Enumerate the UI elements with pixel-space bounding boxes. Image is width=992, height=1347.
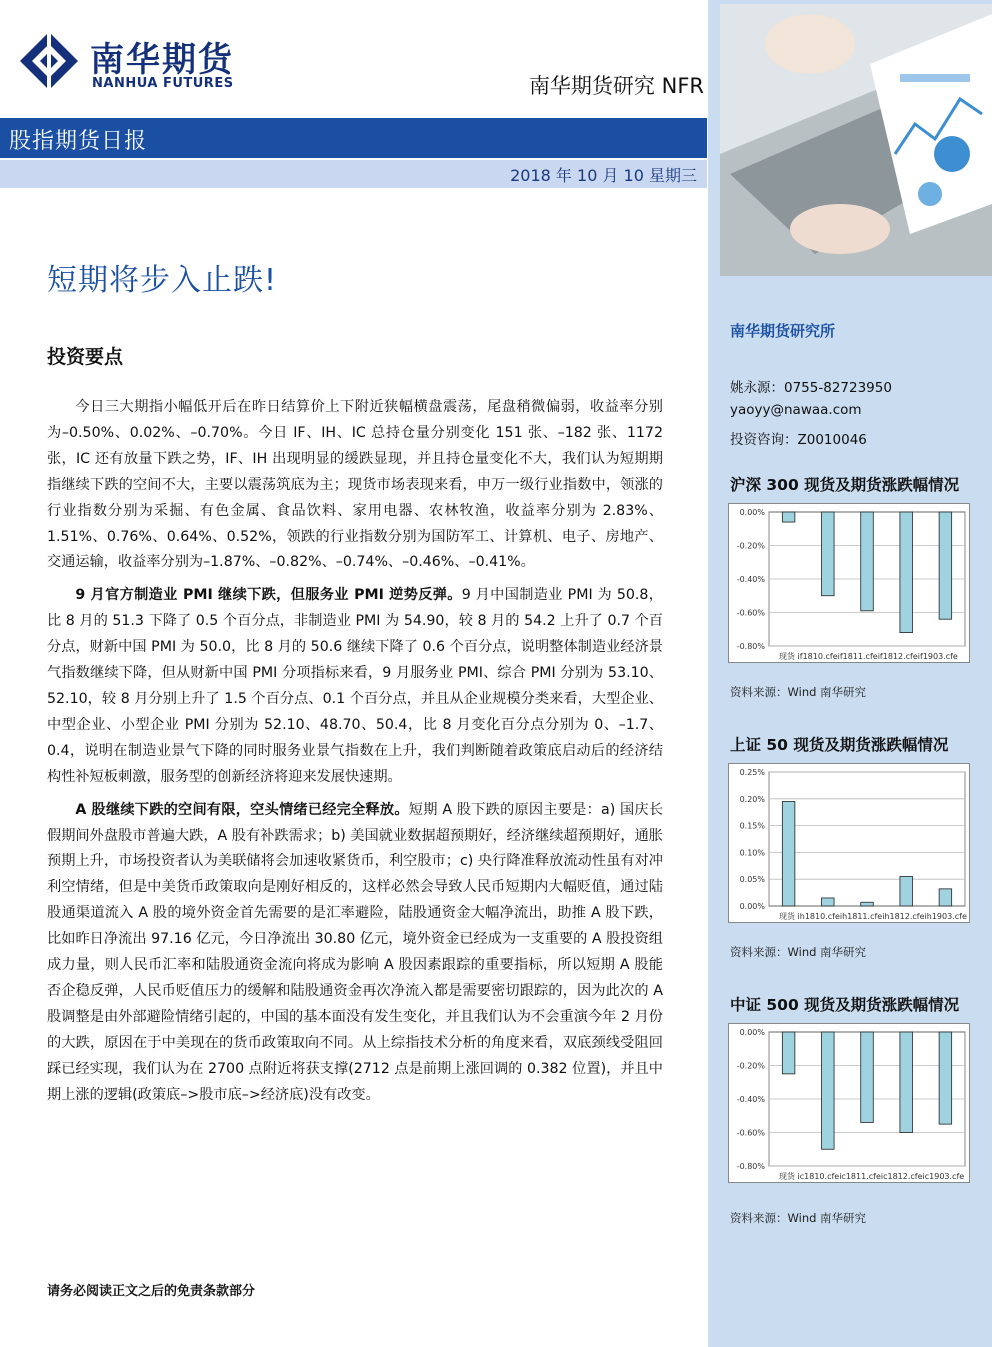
institute-name: 南华期货研究所 <box>730 322 836 340</box>
y-tick-label: 0.00% <box>739 1028 765 1037</box>
y-tick-label: -0.80% <box>736 1162 765 1171</box>
y-tick-label: 0.00% <box>739 508 765 517</box>
bar-ic1903.cfe <box>939 1032 952 1124</box>
laptop-chart-photo-icon <box>720 4 992 276</box>
chart-source: 资料来源：Wind 南华研究 <box>730 945 867 959</box>
y-tick-label: -0.80% <box>736 642 765 651</box>
bar-if1812.cfe <box>900 512 913 633</box>
chart-sz50 <box>728 763 970 923</box>
chart-hs300 <box>728 503 970 663</box>
bar-if1811.cfe <box>861 512 874 611</box>
chart-zz500 <box>728 1023 970 1183</box>
y-tick-label: -0.60% <box>736 1128 765 1138</box>
chart-title-zz500: 中证 500 现货及期货涨跌幅情况 <box>730 996 960 1014</box>
bar-现货 <box>782 512 795 522</box>
bar-ih1810.cfe <box>822 898 835 906</box>
x-tick-labels: 现货 ic1810.cfeic1811.cfeic1812.cfeic1903.cfe <box>779 1172 965 1181</box>
y-tick-label: 0.10% <box>739 848 765 858</box>
body-text <box>47 395 663 1115</box>
bar-ic1810.cfe <box>822 1032 835 1149</box>
logo-chinese-name: 南华期货 <box>90 40 234 80</box>
paragraph: A 股继续下跌的空间有限，空头情绪已经完全释放。短期 A 股下跌的原因主要是：a) 国庆长假期间外盘股市普遍大跌，A 股有补跌需求；b) 美国就业数据超预期好，经济继续超预期好，通胀预期上升，市场投资者认为美联储将会加速收紧货币，利空股市；c) 央行降准释放流动性虽有对冲利空情绪，但是中美货币政策取向是刚好相反的，这样必然会导致人民币短期内大幅贬值，通过陆股通渠道流入 A 股的境外资金首先需要的是汇率避险，陆股通资金大幅净流出，助推 A 股下跌，比如昨日净流出 97.16 亿元，今日净流出 30.80 亿元，境外资金已经成为一支重要的 A 股投资组成力量，则人民币汇率和陆股通资金流向将成为影响 A 股因素跟踪的重要指标，所以短期 A 股能否企稳反弹，人民币贬值压力的缓解和陆股通资金再次净流入都是需要密切跟踪的，因为此次的 A 股调整是由外部避险情绪引起的，中国的基本面没有发生变化，并且我们认为不会重演今年 2 月份的大跌，原因在于中美现在的货币政策取向不同。从上综指技术分析的角度来看，双底颈线受阻回踩已经实现，我们认为在 2700 点附近将获支撑(2712 点是前期上涨回调的 0.382 位置)，并且中期上涨的逻辑(政策底–>股市底–>经济底)没有改变。 <box>47 801 664 1103</box>
y-tick-label: 0.05% <box>739 875 765 885</box>
bar-ih1812.cfe <box>900 877 913 906</box>
chart-source: 资料来源：Wind 南华研究 <box>730 1211 867 1225</box>
y-tick-label: 0.15% <box>739 821 765 831</box>
y-tick-label: -0.60% <box>736 608 765 618</box>
research-label: 南华期货研究 NFR <box>528 74 704 98</box>
nanhua-logo-icon <box>18 30 80 92</box>
bar-ic1811.cfe <box>861 1032 874 1122</box>
date-bar <box>0 160 707 188</box>
paragraph: 今日三大期指小幅低开后在昨日结算价上下附近狭幅横盘震荡，尾盘稍微偏弱，收益率分别为–0.50%、0.02%、–0.70%。今日 IF、IH、IC 总持仓量分别变化 151 张、–182 张、1172 张，IC 还有放量下跌之势，IF、IH 出现明显的缓跌显现，并且持仓量变化不大，我们认为短期期指继续下跌的空间不大，主要以震荡筑底为主；现货市场表现来看，申万一级行业指数中，领涨的行业指数分别为采掘、有色金属、食品饮料、家用电器、农林牧渔，收益率分别为 2.83%、1.51%、0.76%、0.64%、0.52%，领跌的行业指数分别为国防军工、计算机、电子、房地产、交通运输，收益率分别为–1.87%、–0.82%、–0.74%、–0.46%、–0.41%。 <box>47 399 663 571</box>
y-tick-label: 0.00% <box>739 902 765 911</box>
chart-sz50-svg <box>729 764 971 924</box>
chart-source: 资料来源：Wind 南华研究 <box>730 685 867 699</box>
analyst-phone: 姚永源：0755-82723950 <box>730 380 892 396</box>
chart-zz500-svg <box>729 1024 971 1184</box>
x-tick-labels: 现货 if1810.cfeif1811.cfeif1812.cfeif1903.cfe <box>779 652 958 661</box>
x-tick-labels: 现货 ih1810.cfeih1811.cfeih1812.cfeih1903.cfe <box>779 912 967 921</box>
y-tick-label: 0.25% <box>739 768 765 777</box>
y-tick-label: -0.40% <box>736 1095 765 1104</box>
analyst-license: 投资咨询：Z0010046 <box>730 432 867 448</box>
paragraph-lead: 9 月官方制造业 PMI 继续下跌，但服务业 PMI 逆势反弹。 <box>75 587 462 604</box>
disclaimer-footer: 请务必阅读正文之后的免责条款部分 <box>47 1284 256 1299</box>
bar-if1903.cfe <box>939 512 952 619</box>
plot-area <box>769 772 965 906</box>
chart-title-hs300: 沪深 300 现货及期货涨跌幅情况 <box>730 476 960 494</box>
y-tick-label: 0.20% <box>739 794 765 804</box>
chart-title-sz50: 上证 50 现货及期货涨跌幅情况 <box>730 736 949 754</box>
paragraph: 9 月官方制造业 PMI 继续下跌，但服务业 PMI 逆势反弹。9 月中国制造业 PMI 为 50.8，比 8 月的 51.3 下降了 0.5 个百分点，非制造业 PMI 为 54.90，较 8 月的 54.2 上升了 0.7 个百分点，财新中国 PMI 为 50.0，比 8 月的 50.6 继续下降了 0.6 个百分点，说明整体制造业经济景气指数继续下降，但从财新中国 PMI 分项指标来看，9 月服务业 PMI、综合 PMI 分别为 53.10、52.10，较 8 月分别上升了 1.5 个百分点、0.1 个百分点，并且从企业规模分类来看，大型企业、中型企业、小型企业 PMI 分别为 52.10、48.70、50.4，比 8 月变化百分点分别为 0、–1.7、0.4，说明在制造业景气下降的同时服务业景气指数在上升，我们判断随着政策底启动后的经济结构性补短板刺激，服务型的创新经济将迎来发展快速期。 <box>47 587 663 785</box>
y-tick-label: -0.40% <box>736 575 765 584</box>
report-date: 2018 年 10 月 10 星期三 <box>510 166 697 185</box>
cover-photo <box>720 4 992 276</box>
company-logo <box>18 28 248 98</box>
headline: 短期将步入止跌! <box>47 263 278 298</box>
bar-ih1811.cfe <box>861 902 874 906</box>
bar-ic1812.cfe <box>900 1032 913 1133</box>
chart-hs300-svg <box>729 504 971 664</box>
report-type-bar <box>0 118 707 158</box>
paragraph-lead: A 股继续下跌的空间有限，空头情绪已经完全释放。 <box>75 801 409 818</box>
report-type: 股指期货日报 <box>9 129 148 154</box>
bar-现货 <box>782 801 795 906</box>
section-title: 投资要点 <box>47 346 124 368</box>
bar-if1810.cfe <box>822 512 835 596</box>
logo-english-name: NANHUA FUTURES <box>92 76 234 91</box>
y-tick-label: -0.20% <box>736 541 765 551</box>
y-tick-label: -0.20% <box>736 1061 765 1071</box>
bar-现货 <box>782 1032 795 1074</box>
analyst-email[interactable]: yaoyy@nawaa.com <box>730 402 862 418</box>
bar-ih1903.cfe <box>939 889 952 906</box>
